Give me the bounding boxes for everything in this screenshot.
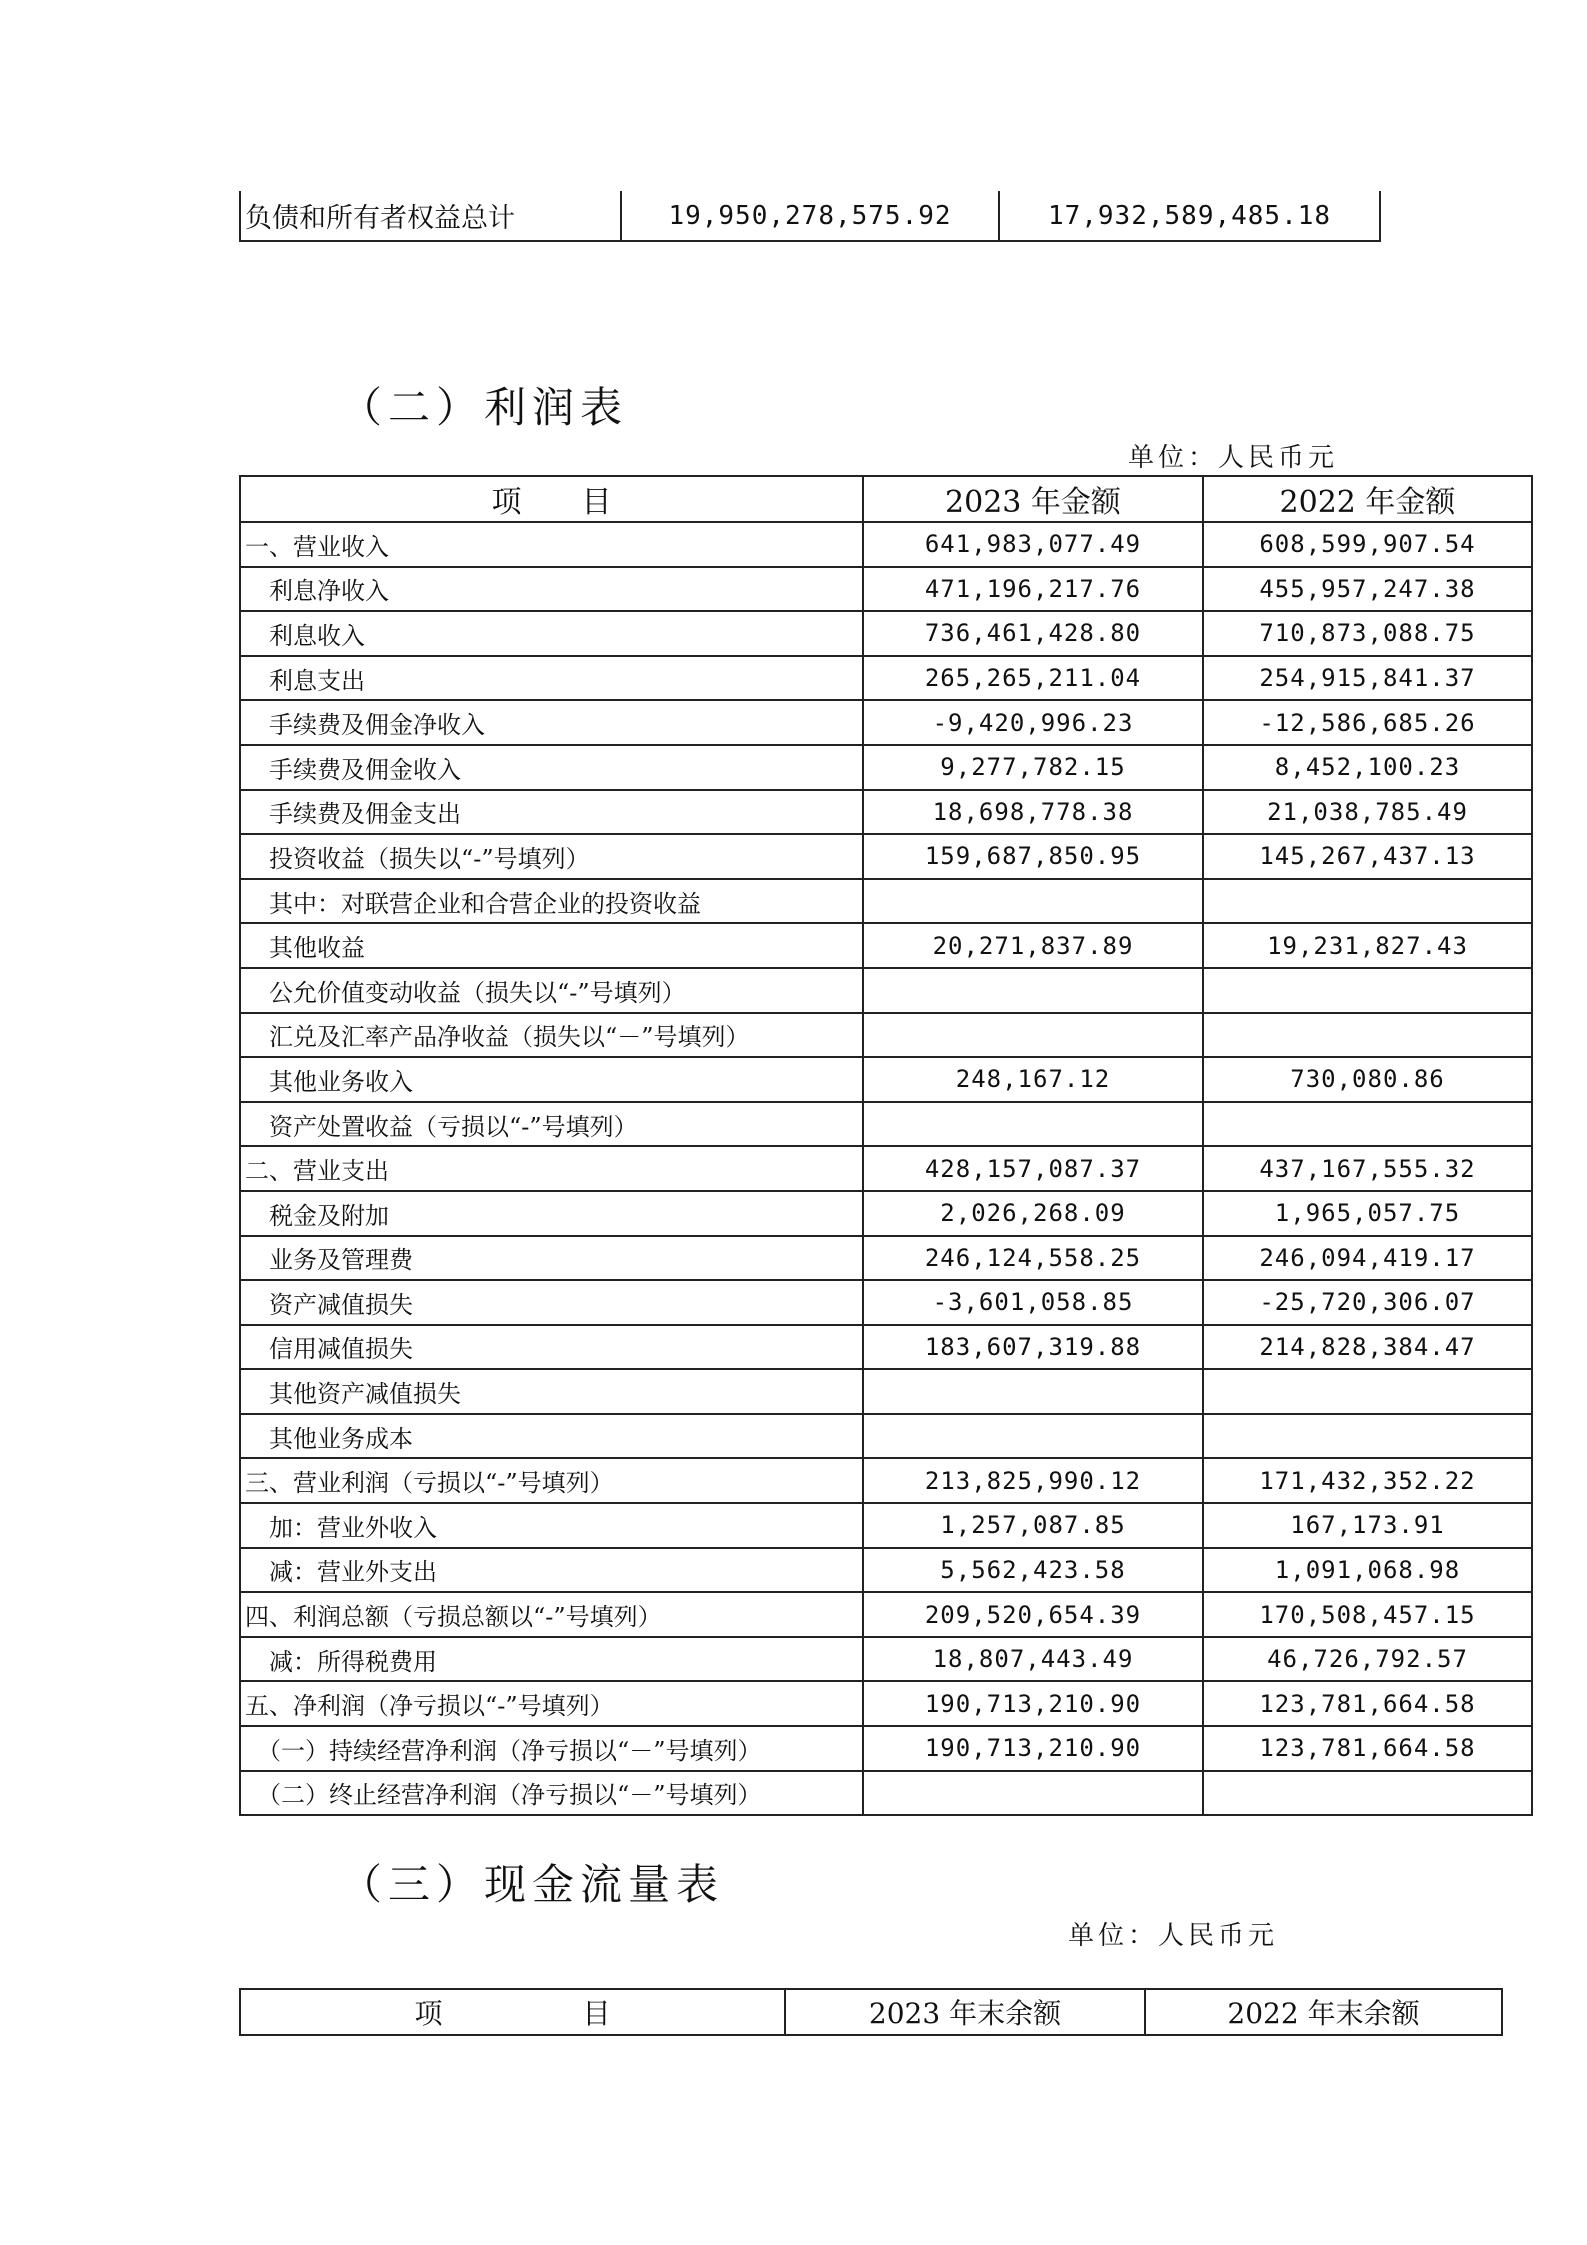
row-value-2023: 736,461,428.80 [863, 611, 1203, 656]
row-label: 加：营业外收入 [240, 1503, 863, 1548]
row-value-2022 [1203, 1414, 1532, 1459]
table-row [240, 1681, 1532, 1726]
income-statement-table [239, 475, 1533, 1816]
balance-sheet-total-table [239, 191, 1381, 242]
cash-flow-title: （三）现金流量表 [340, 1860, 725, 1909]
row-value-2022: 246,094,419.17 [1203, 1236, 1532, 1281]
row-label: （一）持续经营净利润（净亏损以“－”号填列） [240, 1726, 863, 1771]
row-label: 资产减值损失 [240, 1280, 863, 1325]
table-row [240, 1191, 1532, 1236]
row-value-2022: 1,965,057.75 [1203, 1191, 1532, 1236]
row-value-2022: 730,080.86 [1203, 1057, 1532, 1102]
row-label: 其中：对联营企业和合营企业的投资收益 [240, 879, 863, 924]
table-row [240, 1013, 1532, 1058]
cash-flow-table [239, 1988, 1503, 2036]
row-label: 手续费及佣金支出 [240, 790, 863, 835]
row-value-2022: 710,873,088.75 [1203, 611, 1532, 656]
cash-unit: 单位：人民币元 [1068, 1921, 1279, 1951]
row-value-2023: 190,713,210.90 [863, 1726, 1203, 1771]
row-label: 业务及管理费 [240, 1236, 863, 1281]
table-row [240, 611, 1532, 656]
table-row [240, 968, 1532, 1013]
row-label: 三、营业利润（亏损以“-”号填列） [240, 1458, 863, 1503]
row-value-2023: 641,983,077.49 [863, 522, 1203, 567]
row-value-2022 [1203, 968, 1532, 1013]
row-value-2023: -3,601,058.85 [863, 1280, 1203, 1325]
row-label: 一、营业收入 [240, 522, 863, 567]
row-value-2022 [1203, 1102, 1532, 1147]
row-value-2022: -12,586,685.26 [1203, 700, 1532, 745]
income-unit: 单位：人民币元 [1128, 443, 1339, 473]
row-value-2023 [863, 1102, 1203, 1147]
table-row [240, 1458, 1532, 1503]
row-value-2022: 437,167,555.32 [1203, 1146, 1532, 1191]
row-label: 其他资产减值损失 [240, 1369, 863, 1414]
row-value-2023 [863, 1013, 1203, 1058]
table-row [240, 1057, 1532, 1102]
row-value-2023: 246,124,558.25 [863, 1236, 1203, 1281]
row-value-2022: 46,726,792.57 [1203, 1637, 1532, 1682]
table-row [240, 700, 1532, 745]
row-label: 其他业务成本 [240, 1414, 863, 1459]
row-value-2022: 608,599,907.54 [1203, 522, 1532, 567]
table-row [240, 191, 1380, 241]
header-2022: 2022 年金额 [1203, 476, 1532, 522]
header-item: 项 目 [240, 476, 863, 522]
table-row [240, 1548, 1532, 1593]
row-value-2022: 21,038,785.49 [1203, 790, 1532, 835]
table-row [240, 1369, 1532, 1414]
row-value-2022: 1,091,068.98 [1203, 1548, 1532, 1593]
table-row [240, 790, 1532, 835]
row-value-2022: 145,267,437.13 [1203, 834, 1532, 879]
row-value-2023 [863, 1414, 1203, 1459]
row-value-2022: 8,452,100.23 [1203, 745, 1532, 790]
row-value-2022: 171,432,352.22 [1203, 1458, 1532, 1503]
row-value-2023: 428,157,087.37 [863, 1146, 1203, 1191]
row-value-2022 [1203, 1771, 1532, 1816]
row-value-2023: 20,271,837.89 [863, 923, 1203, 968]
row-label: 手续费及佣金净收入 [240, 700, 863, 745]
row-value-2023 [863, 879, 1203, 924]
table-row [240, 567, 1532, 612]
row-value-2022: 123,781,664.58 [1203, 1681, 1532, 1726]
row-value-2023: 159,687,850.95 [863, 834, 1203, 879]
row-value-2022: 170,508,457.15 [1203, 1592, 1532, 1637]
table-row [240, 522, 1532, 567]
table-row [240, 745, 1532, 790]
header-2023: 2023 年金额 [863, 476, 1203, 522]
table-row [240, 1102, 1532, 1147]
row-label: 汇兑及汇率产品净收益（损失以“－”号填列） [240, 1013, 863, 1058]
row-value-2022: 254,915,841.37 [1203, 656, 1532, 701]
row-label: 资产处置收益（亏损以“-”号填列） [240, 1102, 863, 1147]
table-row [240, 923, 1532, 968]
row-label: 公允价值变动收益（损失以“-”号填列） [240, 968, 863, 1013]
row-label: 二、营业支出 [240, 1146, 863, 1191]
row-value-2023 [863, 1369, 1203, 1414]
row-value-2023: -9,420,996.23 [863, 700, 1203, 745]
table-row [240, 1592, 1532, 1637]
total-2023: 19,950,278,575.92 [621, 191, 999, 241]
row-value-2023 [863, 968, 1203, 1013]
row-label: 减：营业外支出 [240, 1548, 863, 1593]
row-value-2023: 9,277,782.15 [863, 745, 1203, 790]
table-row [240, 834, 1532, 879]
total-2022: 17,932,589,485.18 [999, 191, 1380, 241]
table-row [240, 1637, 1532, 1682]
row-value-2023: 18,807,443.49 [863, 1637, 1203, 1682]
header-2022: 2022 年末余额 [1145, 1989, 1502, 2035]
row-value-2023: 471,196,217.76 [863, 567, 1203, 612]
row-value-2022: 19,231,827.43 [1203, 923, 1532, 968]
table-row [240, 1771, 1532, 1816]
row-value-2023: 213,825,990.12 [863, 1458, 1203, 1503]
row-label: 税金及附加 [240, 1191, 863, 1236]
row-value-2023: 248,167.12 [863, 1057, 1203, 1102]
row-value-2023: 18,698,778.38 [863, 790, 1203, 835]
row-value-2022: 167,173.91 [1203, 1503, 1532, 1548]
row-value-2023: 209,520,654.39 [863, 1592, 1203, 1637]
table-row [240, 1146, 1532, 1191]
table-row [240, 656, 1532, 701]
row-label: 利息净收入 [240, 567, 863, 612]
row-value-2022: -25,720,306.07 [1203, 1280, 1532, 1325]
table-row [240, 1414, 1532, 1459]
table-header-row [240, 476, 1532, 522]
row-label: 信用减值损失 [240, 1325, 863, 1370]
table-header-row [240, 1989, 1502, 2035]
row-label: （二）终止经营净利润（净亏损以“－”号填列） [240, 1771, 863, 1816]
table-row [240, 1236, 1532, 1281]
row-value-2022: 123,781,664.58 [1203, 1726, 1532, 1771]
row-value-2022 [1203, 879, 1532, 924]
row-value-2023 [863, 1771, 1203, 1816]
row-label: 利息收入 [240, 611, 863, 656]
row-label: 投资收益（损失以“-”号填列） [240, 834, 863, 879]
row-label: 五、净利润（净亏损以“-”号填列） [240, 1681, 863, 1726]
row-value-2023: 1,257,087.85 [863, 1503, 1203, 1548]
row-value-2023: 2,026,268.09 [863, 1191, 1203, 1236]
row-value-2023: 5,562,423.58 [863, 1548, 1203, 1593]
row-value-2023: 265,265,211.04 [863, 656, 1203, 701]
table-row [240, 1280, 1532, 1325]
row-label: 减：所得税费用 [240, 1637, 863, 1682]
row-value-2022: 214,828,384.47 [1203, 1325, 1532, 1370]
row-value-2022: 455,957,247.38 [1203, 567, 1532, 612]
row-value-2023: 183,607,319.88 [863, 1325, 1203, 1370]
row-label: 其他业务收入 [240, 1057, 863, 1102]
header-item: 项 目 [240, 1989, 785, 2035]
income-statement-title: （二）利润表 [340, 383, 629, 432]
total-label: 负债和所有者权益总计 [240, 191, 621, 241]
row-value-2022 [1203, 1013, 1532, 1058]
row-label: 四、利润总额（亏损总额以“-”号填列） [240, 1592, 863, 1637]
row-label: 利息支出 [240, 656, 863, 701]
header-2023: 2023 年末余额 [785, 1989, 1145, 2035]
row-value-2023: 190,713,210.90 [863, 1681, 1203, 1726]
table-row [240, 1503, 1532, 1548]
table-row [240, 879, 1532, 924]
row-label: 其他收益 [240, 923, 863, 968]
row-label: 手续费及佣金收入 [240, 745, 863, 790]
table-row [240, 1325, 1532, 1370]
table-row [240, 1726, 1532, 1771]
row-value-2022 [1203, 1369, 1532, 1414]
